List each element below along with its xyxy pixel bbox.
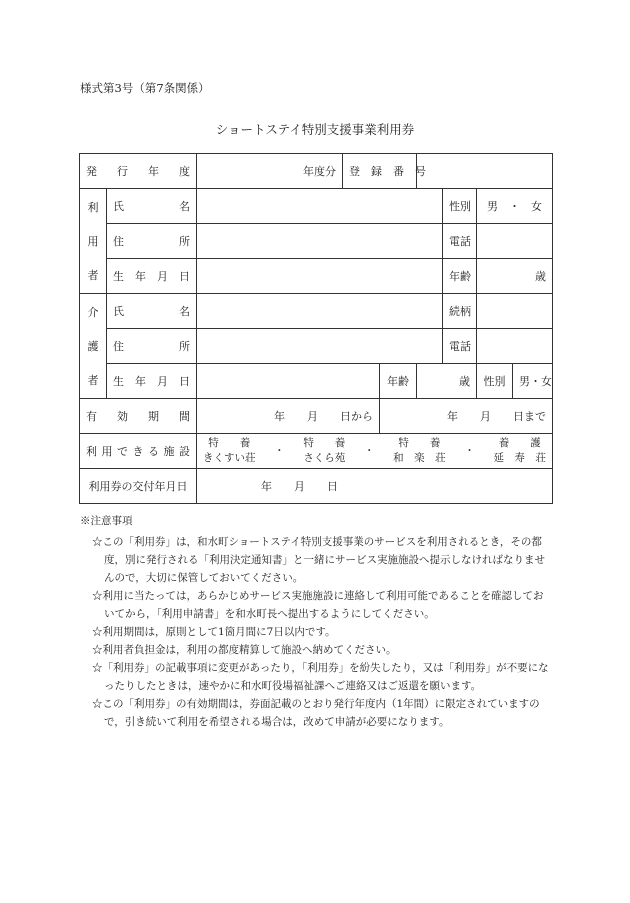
user-gender-options[interactable]: 男 ・ 女 <box>477 189 553 224</box>
user-address-field[interactable] <box>197 224 443 259</box>
fiscal-year-label: 発 行 年 度 <box>80 154 197 189</box>
registration-number-label: 登 録 番 号 <box>343 154 417 189</box>
facility-name: 和 楽 荘 <box>393 452 446 464</box>
user-age-field[interactable]: 歳 <box>477 259 553 294</box>
caregiver-birthdate-field[interactable] <box>197 364 380 399</box>
facility-type: 特 養 <box>303 437 346 449</box>
issue-date-field[interactable] <box>197 469 553 504</box>
issue-date-row <box>80 469 553 504</box>
user-phone-label: 電話 <box>443 224 477 259</box>
registration-number-field[interactable] <box>417 154 553 189</box>
note-item: ☆この「利用券」の有効期間は，券面記載のとおり発行年度内（1年間）に限定されていますので，引き続いて利用を希望される場合は，改めて申請が必要になります。 <box>92 698 540 728</box>
user-age-label: 年齢 <box>443 259 477 294</box>
caregiver-group-label <box>80 294 107 399</box>
caregiver-address-field[interactable] <box>197 329 443 364</box>
form-number: 様式第3号（第7条関係） <box>80 81 210 95</box>
user-phone-field[interactable] <box>477 224 553 259</box>
user-address-row <box>80 224 553 259</box>
caregiver-name-row <box>80 294 553 329</box>
facility-separator: ・ <box>464 444 475 457</box>
user-group-char: 者 <box>87 269 99 282</box>
facility-name: 延 寿 荘 <box>493 452 546 464</box>
facilities-row <box>80 434 553 469</box>
facility-warakusou <box>393 436 446 466</box>
user-address-label: 住 所 <box>107 224 197 259</box>
user-gender-label: 性別 <box>443 189 477 224</box>
user-group-char: 用 <box>87 235 99 248</box>
caregiver-group-char: 護 <box>87 340 99 353</box>
issue-date-value: 年 月 日 <box>261 480 338 493</box>
facility-sakuraen <box>303 436 345 466</box>
caregiver-address-label: 住 所 <box>107 329 197 364</box>
caregiver-phone-label: 電話 <box>443 329 477 364</box>
note-item: ☆この「利用券」は，和水町ショートステイ特別支援事業のサービスを利用されるとき，その都度，別に発行される「利用決定通知書」と一緒にサービス実施施設へ提示しなければなりませんので，大切に保管しておいてください。 <box>92 536 545 584</box>
caregiver-name-label: 氏 名 <box>107 294 197 329</box>
facilities-list <box>197 434 553 469</box>
user-group-char: 利 <box>87 201 99 214</box>
caregiver-name-field[interactable] <box>197 294 443 329</box>
fiscal-year-row <box>80 154 553 189</box>
facility-enjusou <box>493 436 546 466</box>
document-title: ショートステイ特別支援事業利用券 <box>215 122 415 137</box>
coupon-table <box>79 153 553 504</box>
caregiver-age-field[interactable]: 歳 <box>417 364 477 399</box>
fiscal-year-field[interactable]: 年度分 <box>197 154 343 189</box>
user-name-field[interactable] <box>197 189 443 224</box>
caregiver-gender-label: 性別 <box>477 364 513 399</box>
user-name-label: 氏 名 <box>107 189 197 224</box>
validity-row <box>80 399 553 434</box>
caregiver-birthdate-row <box>80 364 553 399</box>
note-item: ☆利用者負担金は，利用の都度精算して施設へ納めてください。 <box>92 644 397 656</box>
validity-label: 有 効 期 間 <box>80 399 197 434</box>
facility-type: 養 護 <box>498 437 541 449</box>
note-item: ☆利用期間は，原則として1箇月間に7日以内です。 <box>92 626 336 638</box>
caregiver-group-char: 介 <box>87 306 99 319</box>
user-group-label <box>80 189 107 294</box>
facility-separator: ・ <box>363 444 375 457</box>
facility-type: 特 養 <box>398 437 441 449</box>
caregiver-relation-label: 続柄 <box>443 294 477 329</box>
facility-name: さくら苑 <box>303 452 346 464</box>
facility-name: きくすい荘 <box>203 452 256 464</box>
notes-title: ※注意事項 <box>80 515 133 527</box>
user-name-row <box>80 189 553 224</box>
caregiver-phone-field[interactable] <box>477 329 553 364</box>
user-birthdate-label: 生 年 月 日 <box>107 259 197 294</box>
issue-date-label: 利用券の交付年月日 <box>80 469 197 504</box>
caregiver-relation-field[interactable] <box>477 294 553 329</box>
facility-separator: ・ <box>274 444 285 457</box>
user-birthdate-field[interactable] <box>197 259 443 294</box>
validity-from-field[interactable]: 年 月 日から <box>197 399 380 434</box>
note-item: ☆利用に当たっては，あらかじめサービス実施施設に連絡して利用可能であることを確認しておいてから，「利用申請書」を和水町長へ提出するようにしてください。 <box>92 590 544 620</box>
facility-type: 特 養 <box>208 437 251 449</box>
note-item: ☆「利用券」の記載事項に変更があったり，「利用券」を紛失したり，又は「利用券」が不要になったりしたときは，速やかに和水町役場福祉課へご連絡又はご返還を願います。 <box>92 662 549 692</box>
user-birthdate-row <box>80 259 553 294</box>
caregiver-gender-options[interactable]: 男・女 <box>513 364 553 399</box>
facilities-label: 利用できる施設 <box>80 434 197 469</box>
caregiver-address-row <box>80 329 553 364</box>
caregiver-birthdate-label: 生 年 月 日 <box>107 364 197 399</box>
caregiver-group-char: 者 <box>87 374 99 387</box>
caregiver-age-label: 年齢 <box>380 364 417 399</box>
notes-section <box>80 512 550 731</box>
facility-kikusuisou <box>203 436 256 466</box>
validity-to-field[interactable]: 年 月 日まで <box>380 399 553 434</box>
